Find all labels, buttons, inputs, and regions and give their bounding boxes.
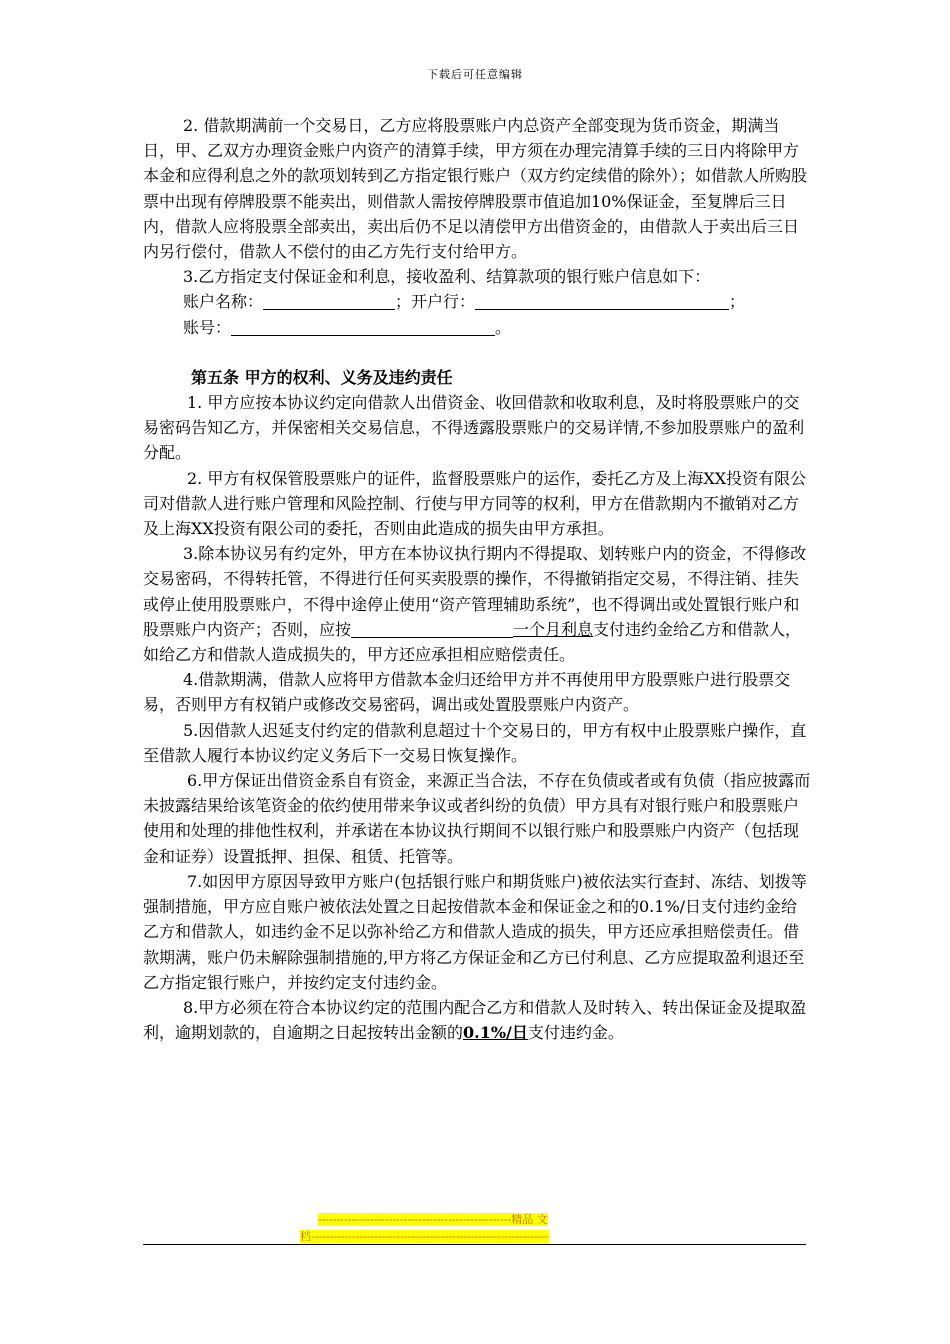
- penalty-blank: [351, 619, 513, 638]
- clause-4-item-2: 2. 借款期满前一个交易日，乙方应将股票账户内总资产全部变现为货币资金，期满当日，甲、乙双方办理资金账户内资产的清算手续，甲方须在办理完清算手续的三日内将除甲方本金和应得利息之外的款项划转到乙方指定银行账户（双方约定续借的除外）；如借款人所购股票中出现有停牌股票不能卖出，则借款人需按停牌股票市值追加10%保证金，至复牌后三日内，借款人应将股票全部卖出，卖出后仍不足以清偿甲方出借资金的，由借款人于卖出后三日内另行偿付，借款人不偿付的由乙方先行支付给甲方。: [143, 116, 808, 262]
- document-body: [143, 113, 811, 1045]
- section-5-item-7: 7.如因甲方原因导致甲方账户(包括银行账户和期货账户)被依法实行查封、冻结、划拨等强制措施，甲方应自账户被依法处置之日起按借款本金和保证金之和的0.1%/日支付违约金给乙方和借款人，如违约金不足以弥补给乙方和借款人造成的损失，甲方还应承担赔偿责任。借款期满，账户仍未解除强制措施的,甲方将乙方保证金和乙方已付利息、乙方应提取盈利退还至乙方指定银行账户，并按约定支付违约金。: [143, 871, 807, 992]
- item-8-rate: 0.1%/日: [463, 1023, 528, 1043]
- item-3-text-a: 3.除本协议另有约定外，甲方在本协议执行期内不得提取、划转账户内的资金，不得修改交易密码，不得转托管，不得进行任何买卖股票的操作，不得撤销指定交易，不得注销、挂失或停止使用股票账户，不得中途停止使用“资产管理辅助系统”，也不得调出或处置银行账户和股票账户内资产；否则，应按: [143, 544, 807, 639]
- period: 。: [495, 317, 512, 337]
- section-5-item-5: 5.因借款人迟延支付约定的借款利息超过十个交易日的，甲方有权中止股票账户操作，直至借款人履行本协议约定义务后下一交易日恢复操作。: [143, 720, 807, 765]
- footer-line-1: ----------------------------------------------------精品 文: [318, 1213, 548, 1226]
- account-no-blank: [231, 317, 495, 336]
- item-3-penalty-term: 一个月利息: [513, 619, 594, 639]
- page-header: 下载后可任意编辑: [427, 68, 523, 81]
- section-5-item-3: [143, 541, 811, 667]
- section-5-item-4: 4.借款期满，借款人应将甲方借款本金归还给甲方并不再使用甲方股票账户进行股票交易，否则甲方有权销户或修改交易密码，调出或处置股票账户内资产。: [143, 670, 791, 715]
- footer-line-2: 档----------------------------------------------------------------: [300, 1230, 549, 1243]
- account-name-label: 账户名称：: [183, 292, 264, 312]
- account-name-blank: [263, 291, 395, 310]
- open-bank-blank: [475, 291, 729, 310]
- item-8-text-b: 支付违约金。: [527, 1023, 624, 1043]
- account-number-line: [143, 315, 811, 340]
- section-5-item-2: 2. 甲方有权保管股票账户的证件，监督股票账户的运作，委托乙方及上海XX投资有限公司对借款人进行账户管理和风险控制、行使与甲方同等的权利，甲方在借款期内不撤销对乙方及上海XX投资有限公司的委托，否则由此造成的损失由甲方承担。: [143, 468, 807, 539]
- semicolon: ；: [729, 292, 746, 312]
- footer-rule: [143, 1244, 806, 1245]
- item-3-text-b: 支付违约金给乙方和借款人，如给乙方和借款人造成损失的，甲方还应承担相应赔偿责任。: [143, 619, 802, 665]
- section-5-item-1: 1. 甲方应按本协议约定向借款人出借资金、收回借款和收取利息，及时将股票账户的交易密码告知乙方，并保密相关交易信息，不得透露股票账户的交易详情,不参加股票账户的盈利分配。: [143, 393, 805, 463]
- section-5-title: 第五条 甲方的权利、义务及违约责任: [191, 367, 453, 387]
- section-5-item-8: [143, 995, 811, 1045]
- item-8-text-a: 8.甲方必须在符合本协议约定的范围内配合乙方和借款人及时转入、转出保证金及提取盈利，逾期划款的，自逾期之日起按转出金额的: [143, 997, 807, 1043]
- open-bank-label: ；开户行：: [395, 292, 476, 312]
- clause-4-item-3: 3.乙方指定支付保证金和利息，接收盈利、结算款项的银行账户信息如下：: [183, 267, 711, 287]
- account-info-line: [143, 289, 811, 314]
- page-footer: [300, 1211, 640, 1245]
- account-no-label: 账号：: [183, 317, 232, 337]
- section-5-item-6: 6.甲方保证出借资金系自有资金，来源正当合法，不存在负债或者或有负债（指应披露而未披露结果给该笔资金的依约使用带来争议或者纠纷的负债）甲方具有对银行账户和股票账户使用和处理的排他性权利，并承诺在本协议执行期间不以银行账户和股票账户内资产（包括现金和证券）设置抵押、担保、租赁、托管等。: [143, 771, 811, 866]
